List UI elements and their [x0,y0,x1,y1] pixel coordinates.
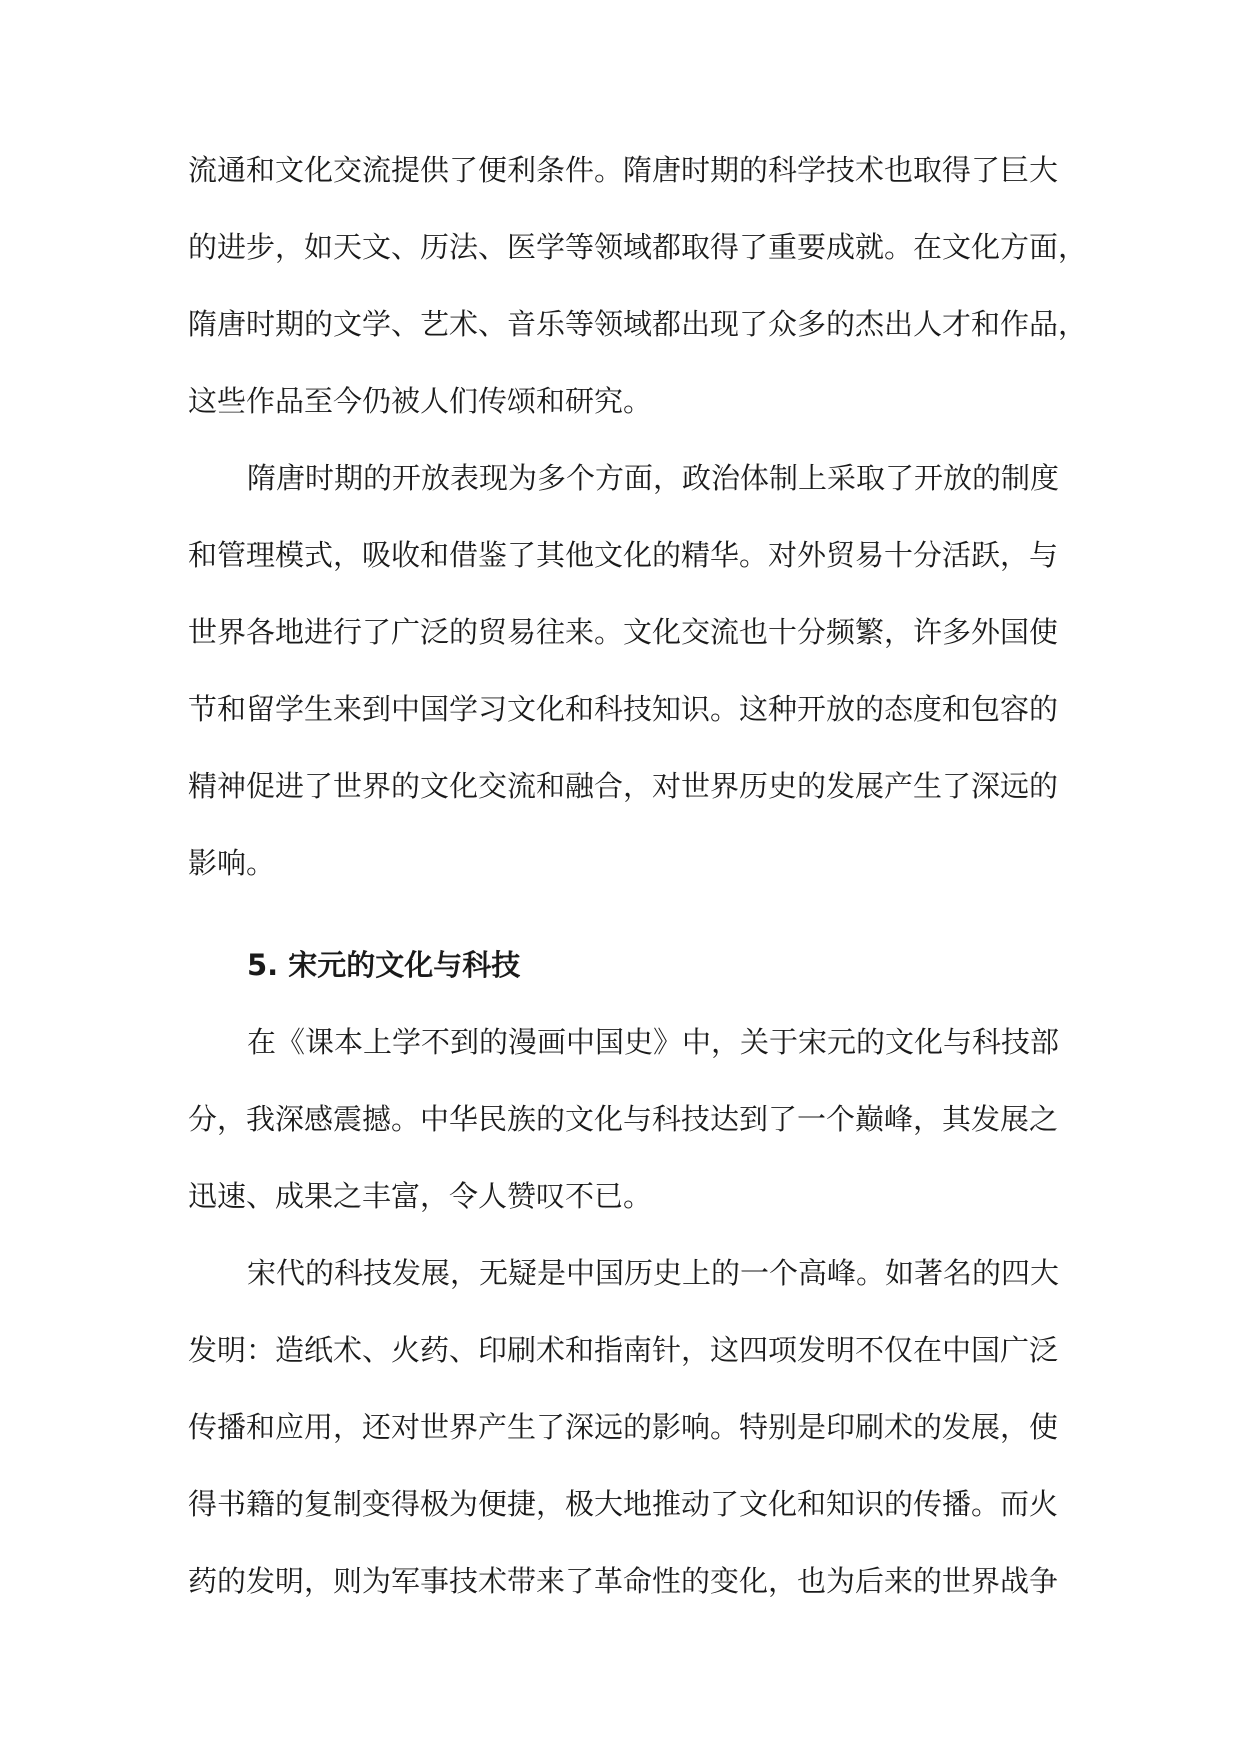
paragraph-1-line-1: 流通和文化交流提供了便利条件。隋唐时期的科学技术也取得了巨大 [188,153,1059,187]
paragraph-2-line-2: 和管理模式，吸收和借鉴了其他文化的精华。对外贸易十分活跃，与 [188,538,1059,572]
paragraph-1-line-3: 隋唐时期的文学、艺术、音乐等领域都出现了众多的杰出人才和作品， [188,307,1088,341]
paragraph-2-line-3: 世界各地进行了广泛的贸易往来。文化交流也十分频繁，许多外国使 [188,615,1059,649]
paragraph-2-line-6: 影响。 [188,846,276,880]
paragraph-4-line-5: 药的发明，则为军事技术带来了革命性的变化，也为后来的世界战争 [188,1564,1059,1598]
paragraph-1-line-4: 这些作品至今仍被人们传颂和研究。 [188,384,653,418]
paragraph-3-line-3: 迅速、成果之丰富，令人赞叹不已。 [188,1179,653,1213]
paragraph-2-line-4: 节和留学生来到中国学习文化和科技知识。这种开放的态度和包容的 [188,692,1059,726]
paragraph-4-line-3: 传播和应用，还对世界产生了深远的影响。特别是印刷术的发展，使 [188,1410,1059,1444]
paragraph-2-line-1: 隋唐时期的开放表现为多个方面，政治体制上采取了开放的制度 [247,461,1060,495]
paragraph-4-line-4: 得书籍的复制变得极为便捷，极大地推动了文化和知识的传播。而火 [188,1487,1059,1521]
paragraph-2-line-5: 精神促进了世界的文化交流和融合，对世界历史的发展产生了深远的 [188,769,1059,803]
paragraph-1-line-2: 的进步，如天文、历法、医学等领域都取得了重要成就。在文化方面， [188,230,1088,264]
section-heading: 5. 宋元的文化与科技 [247,948,521,982]
paragraph-3-line-2: 分，我深感震撼。中华民族的文化与科技达到了一个巅峰，其发展之 [188,1102,1059,1136]
paragraph-4-line-1: 宋代的科技发展，无疑是中国历史上的一个高峰。如著名的四大 [247,1256,1060,1290]
paragraph-4-line-2: 发明：造纸术、火药、印刷术和指南针，这四项发明不仅在中国广泛 [188,1333,1059,1367]
paragraph-3-line-1: 在《课本上学不到的漫画中国史》中，关于宋元的文化与科技部 [247,1025,1060,1059]
